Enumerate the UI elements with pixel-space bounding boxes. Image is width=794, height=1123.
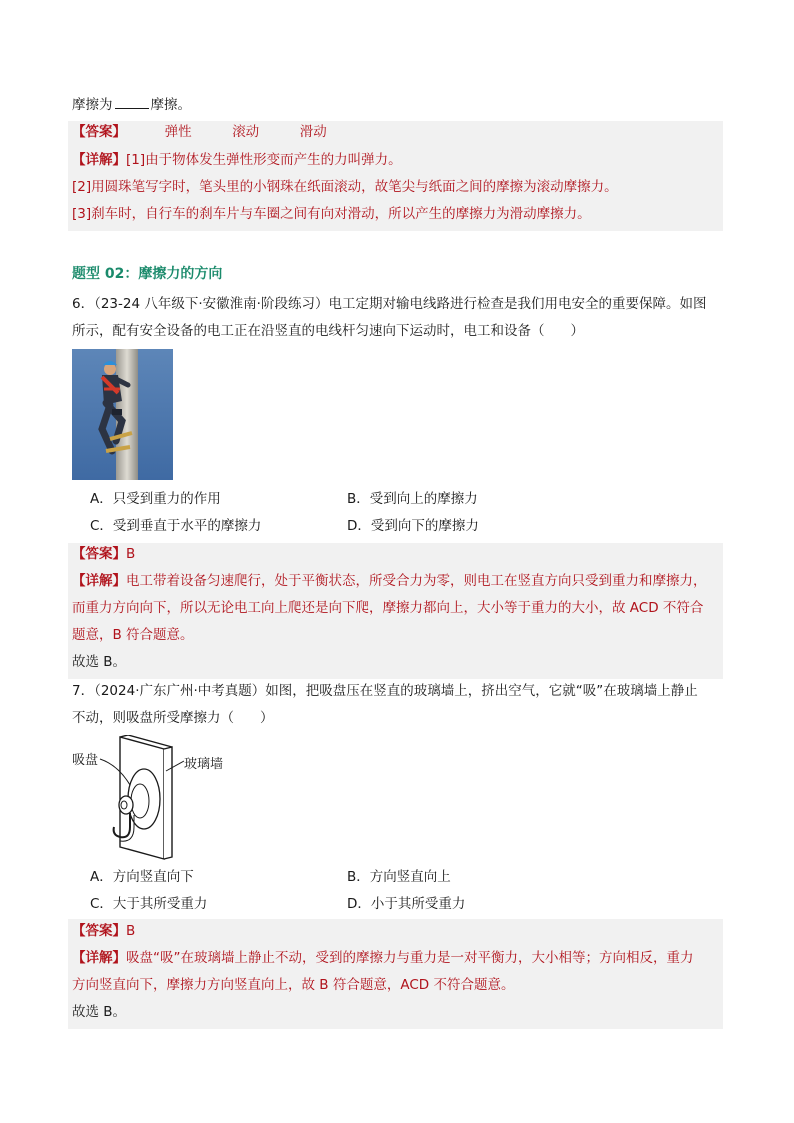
q7-detail-line-1: 【详解】吸盘“吸”在玻璃墙上静止不动，受到的摩擦力与重力是一对平衡力，大小相等；方向相反，重力 [72, 950, 694, 966]
q6-answer-line [72, 544, 135, 564]
q7-stem-line-2: 不动，则吸盘所受摩擦力（ ） [72, 710, 274, 726]
q6-option-c: C．受到垂直于水平的摩擦力 [90, 518, 262, 534]
q6-stem-line-2: 所示，配有安全设备的电工正在沿竖直的电线杆匀速向下运动时，电工和设备（ ） [72, 323, 584, 339]
answer-value: 滑动 [299, 124, 327, 140]
q5-detail-line-2: [2]用圆珠笔写字时，笔头里的小钢珠在纸面滚动，故笔尖与纸面之间的摩擦为滚动摩擦力。 [72, 179, 618, 195]
q7-option-c: C．大于其所受重力 [90, 896, 208, 912]
q6-option-d: D．受到向下的摩擦力 [347, 518, 479, 534]
answer-tag: 【答案】 [72, 124, 126, 140]
q5-detail-line-3: [3]刹车时，自行车的刹车片与车圈之间有向对滑动，所以产生的摩擦力为滑动摩擦力。 [72, 206, 591, 222]
answer-tag: 【答案】 [72, 546, 126, 562]
suction-cup-diagram [72, 735, 242, 860]
figure-label-sucker: 吸盘 [72, 753, 99, 768]
detail-tag: 【详解】 [72, 152, 126, 168]
q7-conclusion: 故选 B。 [72, 1004, 127, 1020]
answer-tag: 【答案】 [72, 923, 126, 939]
q6-detail-line-2: 而重力方向向下，所以无论电工向上爬还是向下爬，摩擦力都向上，大小等于重力的大小，故 ACD 不符合 [72, 600, 704, 616]
q7-detail-line-2: 方向竖直向下，摩擦力方向竖直向上，故 B 符合题意，ACD 不符合题意。 [72, 977, 515, 993]
q7-answer-line [72, 921, 135, 941]
section-heading: 题型 02：摩擦力的方向 [72, 266, 223, 282]
q5-answer-line [72, 122, 327, 142]
answer-value: B [126, 923, 136, 939]
q6-option-b: B．受到向上的摩擦力 [347, 491, 478, 507]
q6-detail-line-3: 题意，B 符合题意。 [72, 627, 194, 643]
q5-detail-line-1: 【详解】[1]由于物体发生弹性形变而产生的力叫弹力。 [72, 152, 402, 168]
q6-detail-line-1: 【详解】电工带着设备匀速爬行，处于平衡状态，所受合力为零，则电工在竖直方向只受到重力和摩擦力， [72, 573, 707, 589]
q7-answer-block [68, 919, 723, 1029]
detail-tag: 【详解】 [72, 950, 126, 966]
lineman-photo [72, 349, 173, 480]
detail-tag: 【详解】 [72, 573, 126, 589]
answer-value: 弹性 [164, 124, 192, 140]
q6-option-a: A．只受到重力的作用 [90, 491, 221, 507]
q5-tail-line: 摩擦为 摩擦。 [72, 94, 191, 115]
q7-stem-line-1: 7．（2024·广东广州·中考真题）如图，把吸盘压在竖直的玻璃墙上，挤出空气，它就“吸”在玻璃墙上静止 [72, 683, 698, 699]
q7-option-d: D．小于其所受重力 [347, 896, 466, 912]
q7-option-a: A．方向竖直向下 [90, 869, 194, 885]
answer-value: 滚动 [232, 124, 260, 140]
q6-conclusion: 故选 B。 [72, 654, 127, 670]
answer-value: B [126, 546, 136, 562]
q6-stem-line-1: 6．（23-24 八年级下·安徽淮南·阶段练习）电工定期对输电线路进行检查是我们用电安全的重要保障。如图 [72, 296, 707, 312]
q7-option-b: B．方向竖直向上 [347, 869, 451, 885]
fill-blank [115, 94, 149, 109]
figure-label-wall: 玻璃墙 [184, 757, 224, 772]
